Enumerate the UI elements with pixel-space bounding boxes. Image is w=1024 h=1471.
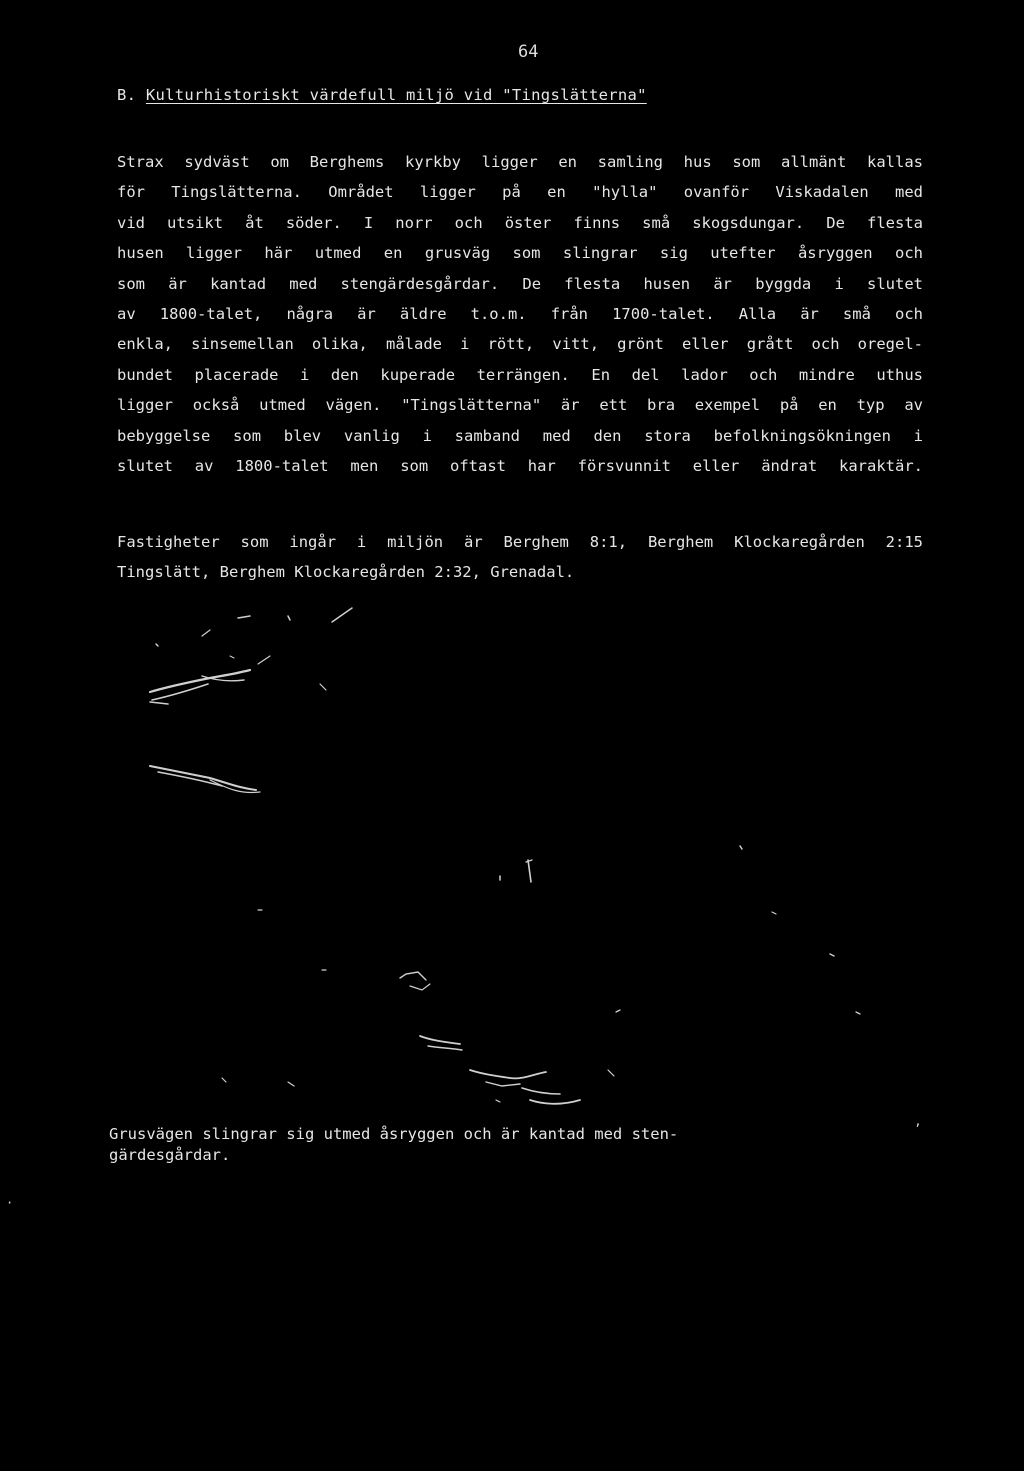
property-line: Tingslätt, Berghem Klockaregården 2:32, Grenadal. [117,563,575,581]
body-line: bebyggelse som blev vanlig i samband med den stora befolkningsökningen i [117,426,923,445]
section-prefix: B. [117,86,137,104]
body-line: slutet av 1800-talet men som oftast har försvunnit eller ändrat karaktär. [117,457,923,476]
body-line: Strax sydväst om Berghems kyrkby ligger en samling hus som allmänt kallas [117,153,923,171]
body-line: som är kantad med stengärdesgårdar. De flesta husen är byggda i slutet [117,274,923,293]
caption-line: Grusvägen slingrar sig utmed åsryggen och är kantad med sten- [109,1125,679,1143]
page-number: 64 [518,42,539,62]
stray-mark: · [6,1196,14,1210]
body-line: ligger också utmed vägen. "Tingslätterna" är ett bra exempel på en typ av [117,396,923,415]
body-line: för Tingslätterna. Området ligger på en "hylla" ovanför Viskadalen med [117,183,923,202]
body-line: bundet placerade i den kuperade terrängen. En del lador och mindre uthus [117,365,923,384]
photo-caption [109,1124,769,1166]
section-heading [117,86,647,104]
property-line: Fastigheter som ingår i miljön är Berghem 8:1, Berghem Klockaregården 2:15 [117,533,923,551]
body-paragraph [117,147,923,481]
body-line: husen ligger här utmed en grusväg som slingrar sig utefter åsryggen och [117,244,923,263]
landscape-photo [110,600,930,1120]
stray-mark: ʼ [914,1122,922,1136]
body-line: enkla, sinsemellan olika, målade i rött, vitt, grönt eller grått och oregel- [117,335,923,354]
caption-line: gärdesgårdar. [109,1146,231,1164]
section-title: Kulturhistoriskt värdefull miljö vid "Tingslätterna" [145,86,647,104]
property-paragraph [117,527,923,587]
body-line: av 1800-talet, några är äldre t.o.m. från 1700-talet. Alla är små och [117,305,923,324]
body-line: vid utsikt åt söder. I norr och öster finns små skogsdungar. De flesta [117,213,923,232]
